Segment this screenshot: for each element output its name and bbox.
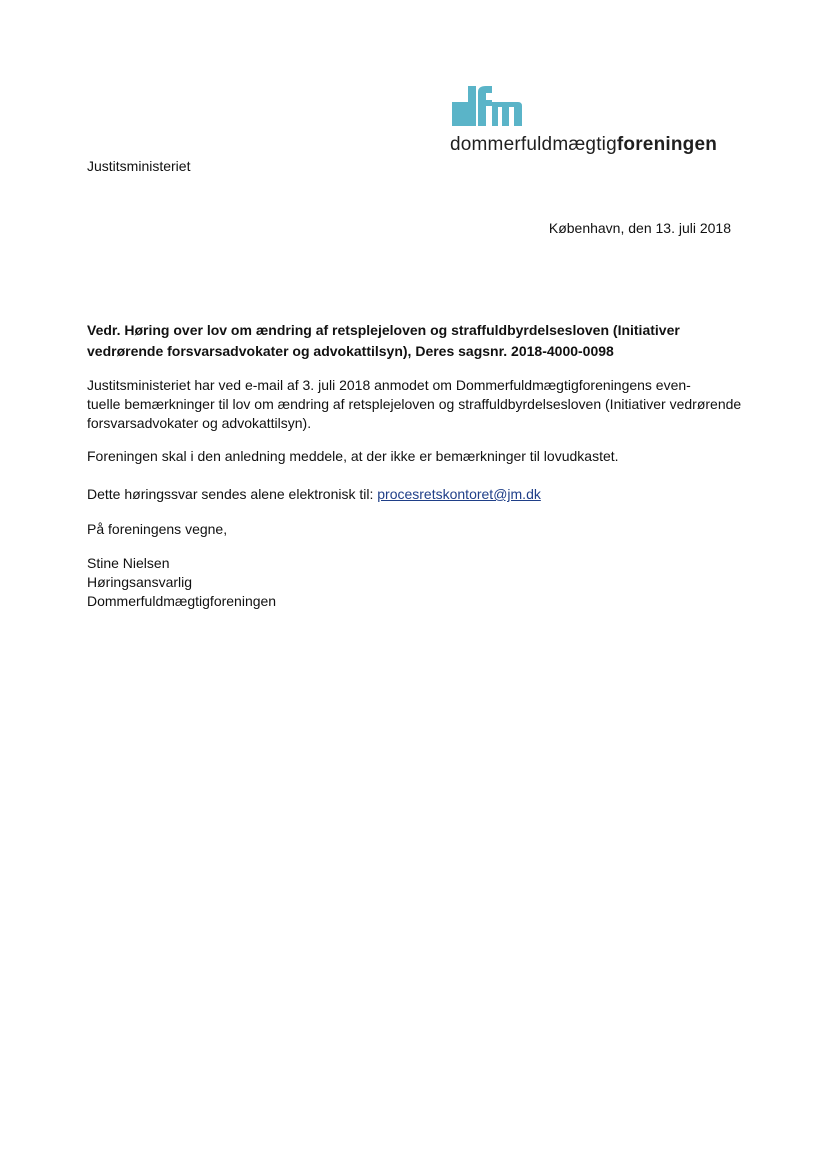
body-paragraph-delivery [87,485,747,504]
paragraph-line: tuelle bemærkninger til lov om ændring af retsplejeloven og straffuldbyrdelsesloven (Initiativer vedrørende [87,396,742,412]
delivery-text: Dette høringssvar sendes alene elektronisk til: [87,486,378,502]
organization-logo [450,84,730,156]
subject-line: Vedr. Høring over lov om ændring af retsplejeloven og straffuldbyrdelsesloven (Initiativer vedrørende forsvarsadvokater og advokattilsyn), Deres sagsnr. 2018-4000-0098 [87,322,680,359]
signatory-organization: Dommerfuldmægtigforeningen [87,593,277,609]
body-paragraph-response: Foreningen skal i den anledning meddele, at der ikke er bemærkninger til lovudkastet. [87,448,619,464]
recipient: Justitsministeriet [87,158,191,174]
signatory-title: Høringsansvarlig [87,574,193,590]
paragraph-line: forsvarsadvokater og advokattilsyn). [87,415,312,431]
closing-phrase: På foreningens vegne, [87,521,228,537]
letter-date: København, den 13. juli 2018 [548,220,731,236]
dfm-logo-icon [450,84,522,130]
logo-name-regular: dommerfuldmægtig [450,134,617,155]
email-link[interactable]: procesretskontoret@jm.dk [377,486,541,502]
logo-name-bold: foreningen [616,134,718,155]
signatory-name: Stine Nielsen [87,555,170,571]
paragraph-line: Justitsministeriet har ved e-mail af 3. juli 2018 anmodet om Dommerfuldmægtigforeningens even- [87,377,691,393]
signature-block [87,554,276,611]
body-paragraph-request [87,376,747,433]
logo-wordmark [450,134,717,156]
